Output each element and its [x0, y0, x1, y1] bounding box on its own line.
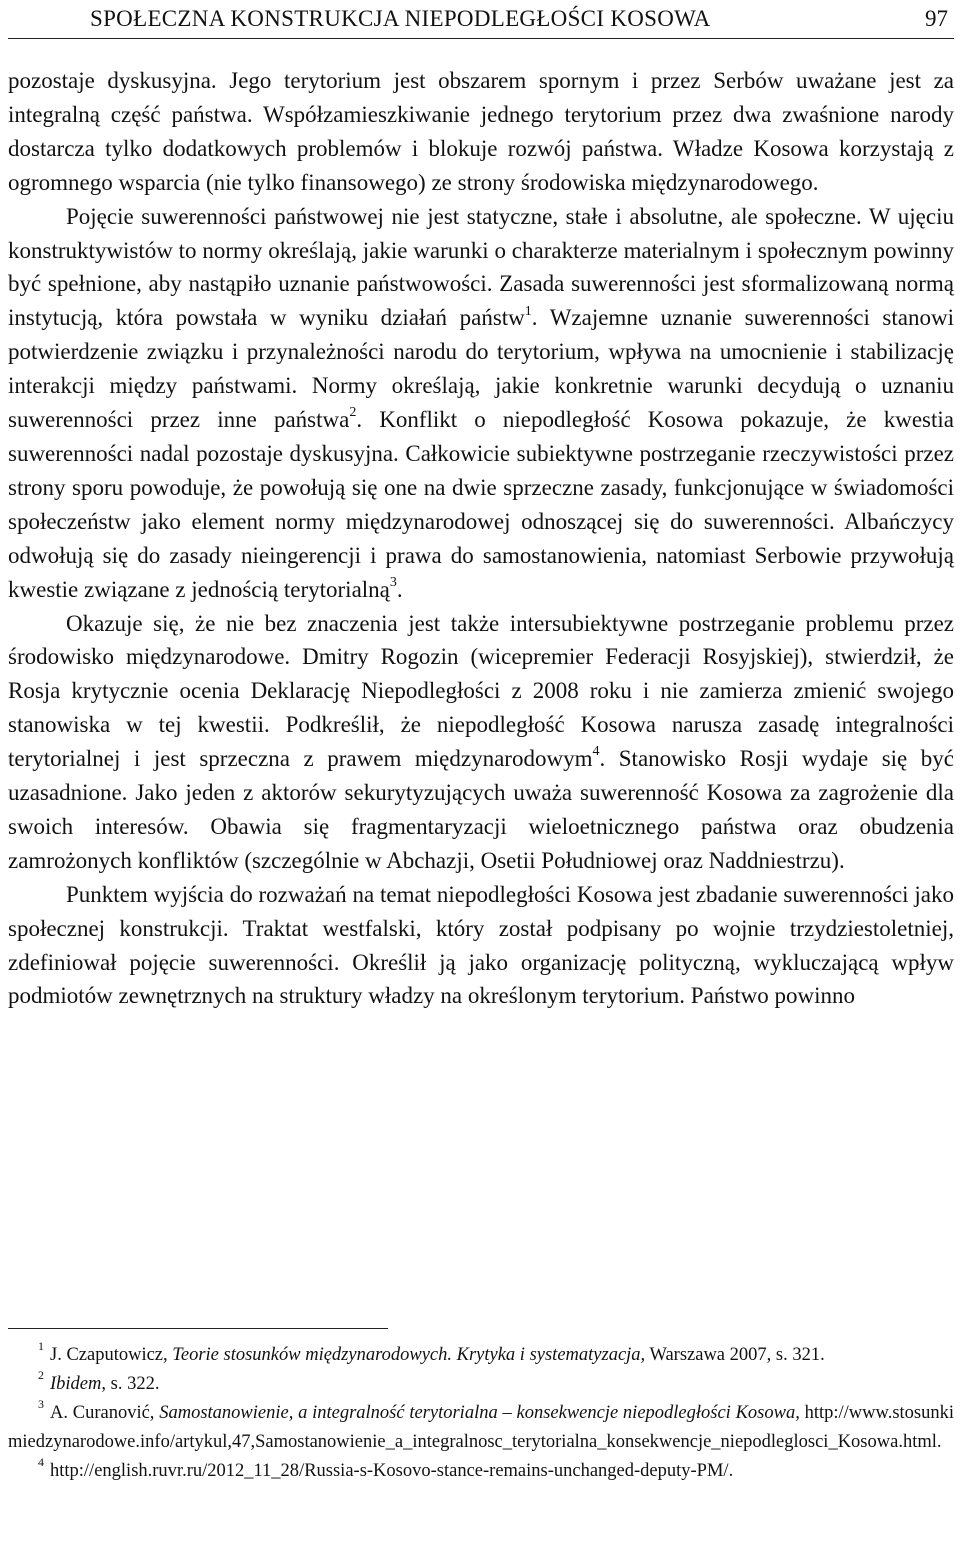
footnote-1-rest: Warszawa 2007, s. 321. — [649, 1345, 825, 1365]
header-title: SPOŁECZNA KONSTRUKCJA NIEPODLEGŁOŚCI KOSOWA — [90, 6, 711, 31]
footnote-2 — [8, 1367, 954, 1399]
footnote-1-title: Teorie stosunków międzynarodowych. Krytyka i systematyzacja, — [172, 1345, 646, 1365]
paragraph-1-text: pozostaje dyskusyjna. Jego terytorium jest obszarem spornym i przez Serbów uważane jest za integralną część państwa. Współzamieszkiwanie jednego terytorium przez dwa zwaśnione narody dostarcza tylko dodatkowych problemów i blokuje rozwój państwa. Władze Kosowa korzystają z ogromnego wsparcia (nie tylko finansowego) ze strony środowiska międzynarodowego. — [8, 68, 954, 195]
footnote-4 — [8, 1454, 954, 1486]
footnote-4-link[interactable]: http://english.ruvr.ru/2012_11_28/Russia-s-Kosovo-stance-remains-unchanged-deputy-PM/. — [50, 1461, 734, 1481]
footnote-2-title: Ibidem — [50, 1374, 102, 1394]
page-number: 97 — [925, 6, 948, 31]
paragraph-2-text-a: Pojęcie suwerenności państwowej nie jest statyczne, stałe i absolutne, ale społeczne. W ujęciu konstruktywistów to normy określają, jakie warunki o charakterze materialnym i społecznym powinny być spełnione, aby nastąpiło uznanie państwowości. Zasada suwerenności jest sformalizowaną normą instytucją, która powstała w wyniku działań państw — [8, 203, 954, 331]
footnote-3-link[interactable]: http://www.stosunkimiedzynarodowe.info/artykul,47,Samostanowienie_a_integralnosc_terytorialna_konsekwencje_niepodleglosci_Kosowa.html. — [8, 1403, 954, 1452]
paragraph-3-text-b: . Stanowisko Rosji wydaje się być uzasadnione. Jako jeden z aktorów sekurytyzujących uważa suwerenność Kosowa za zagrożenie dla swoich interesów. Obawia się fragmentaryzacji wieloetnicznego państwa oraz obudzenia zamrożonych konfliktów (szczególnie w Abchazji, Osetii Południowej oraz Naddniestrzu). — [8, 746, 954, 873]
footnote-3-number: 3 — [38, 1396, 44, 1411]
paragraph-1 — [8, 64, 954, 200]
footnote-ref-2[interactable]: 2 — [349, 405, 357, 421]
footnotes — [8, 1338, 954, 1486]
footnote-1 — [8, 1338, 954, 1370]
paragraph-3 — [8, 607, 954, 878]
footnote-3-title: Samostanowienie, a integralność terytorialna – konsekwencje niepodległości Kosowa, — [159, 1403, 800, 1423]
paragraph-3-text-a: Okazuje się, że nie bez znaczenia jest także intersubiektywne postrzeganie problemu przez środowisko międzynarodowe. Dmitry Rogozin (wicepremier Federacji Rosyjskiej), stwierdził, że Rosja krytycznie ocenia Deklarację Niepodległości z 2008 roku i nie zamierza zmienić swojego stanowiska w tej kwestii. Podkreślił, że niepodległość Kosowa narusza zasadę integralności terytorialnej i jest sprzeczna z prawem międzynarodowym — [8, 610, 954, 772]
footnote-3-author: A. Curanović, — [50, 1403, 155, 1423]
running-header — [8, 2, 954, 39]
footnote-1-author: J. Czaputowicz, — [50, 1345, 168, 1365]
footnote-1-number: 1 — [38, 1338, 44, 1353]
footnote-ref-4[interactable]: 4 — [592, 744, 600, 760]
paragraph-2-text-c: . Konflikt o niepodległość Kosowa pokazuje, że kwestia suwerenności nadal pozostaje dyskusyjna. Całkowicie subiektywne postrzeganie rzeczywistości przez strony sporu powoduje, że powołują się one na dwie sprzeczne zasady, funkcjonujące w świadomości społeczeństw jako element normy międzynarodowej odnoszącej się do suwerenności. Albańczycy odwołują się do zasady nieingerencji i prawa do samostanowienia, natomiast Serbowie przywołują kwestie związane z jednością terytorialną — [8, 407, 954, 602]
footnote-2-rest: , s. 322. — [101, 1374, 160, 1394]
paragraph-2-text-d: . — [396, 576, 403, 602]
footnote-ref-3[interactable]: 3 — [389, 574, 397, 590]
footnote-2-number: 2 — [38, 1367, 44, 1382]
footnote-3 — [8, 1396, 954, 1457]
footnote-separator — [8, 1328, 388, 1329]
paragraph-4-text: Punktem wyjścia do rozważań na temat niepodległości Kosowa jest zbadanie suwerenności jako społecznej konstrukcji. Traktat westfalski, który został podpisany po wojnie trzydziestoletniej, zdefiniował pojęcie suwerenności. Określił ją jako organizację polityczną, wykluczającą wpływ podmiotów zewnętrznych na struktury władzy na określonym terytorium. Państwo powinno — [8, 881, 954, 1009]
footnote-4-number: 4 — [38, 1454, 44, 1469]
paragraph-4 — [8, 878, 954, 1014]
body-text — [8, 64, 954, 1013]
paragraph-2-text-b: . Wzajemne uznanie suwerenności stanowi potwierdzenie związku i przynależności narodu do terytorium, wpływa na umocnienie i stabilizację interakcji między państwami. Normy określają, jakie konkretnie warunki decydują o uznaniu suwerenności przez inne państwa — [8, 305, 954, 433]
paragraph-2 — [8, 200, 954, 607]
footnote-ref-1[interactable]: 1 — [524, 303, 532, 319]
